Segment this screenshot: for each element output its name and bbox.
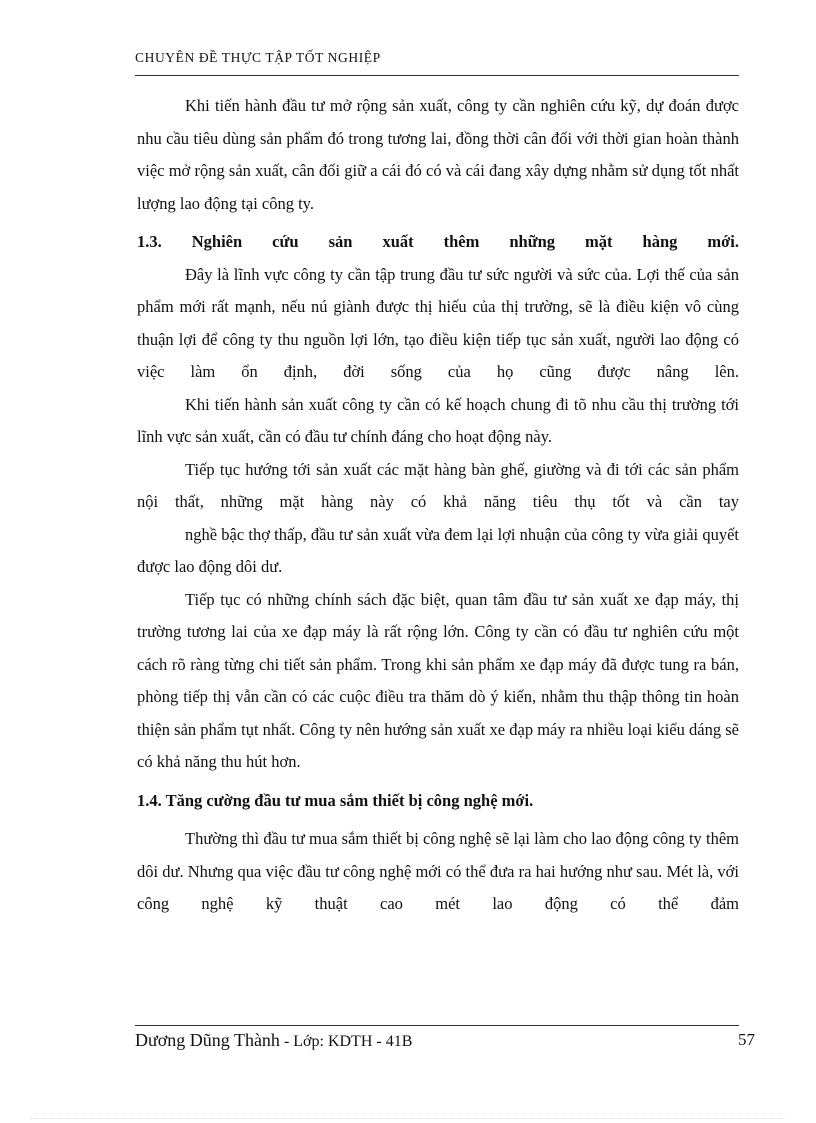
paragraph-furniture: Tiếp tục hướng tới sản xuất các mặt hàng bàn ghế, giường và đi tới các sản phẩm nội thất, những mặt hàng này có khả năng tiêu thụ tốt và cần tay: [137, 459, 739, 511]
footer-divider: [135, 1025, 739, 1026]
section-heading-1-3: 1.3. Nghiên cứu sản xuất thêm những mặt hàng mới.: [137, 232, 739, 251]
page-edge-dots: [30, 1118, 786, 1119]
section-heading-1-4: 1.4. Tăng cường đầu tư mua sắm thiết bị công nghệ mới.: [137, 790, 534, 810]
paragraph-expansion: Khi tiến hành đầu tư mở rộng sản xuất, công ty cần nghiên cứu kỹ, dự đoán được nhu cầu tiêu dùng sản phẩm đó trong tương lai, đồng thời cân đối với thời gian hoàn thành việc mở rộng sản xuất, cân đối giữ a cái đó có và cái đang xây dựng nhằm sử dụng tốt nhất lượng lao động tại công ty.: [137, 96, 739, 213]
paragraph-motorbikes: Tiếp tục có những chính sách đặc biệt, quan tâm đầu tư sản xuất xe đạp máy, thị trường tương lai của xe đạp máy là rất rộng lớn. Công ty cần có đầu tư nghiên cứu một cách rõ ràng từng chi tiết sản phẩm. Trong khi sản phẩm xe đạp máy đã được tung ra bán, phòng tiếp thị vẫn cần có các cuộc điều tra thăm dò ý kiến, nhằm thu thập thông tin hoàn thiện sản phẩm tụt nhất. Công ty nên hướng sản xuất xe đạp máy ra nhiều loại kiểu dáng sẽ có khả năng thu hút hơn.: [137, 589, 739, 771]
page-number: 57: [738, 1030, 755, 1049]
running-header: CHUYÊN ĐỀ THỰC TẬP TỐT NGHIỆP: [135, 50, 381, 65]
page-body: [137, 90, 739, 921]
paragraph-production-plan: Khi tiến hành sản xuất công ty cần có kế hoạch chung đi tõ nhu cầu thị trường tới lĩnh vực sản xuất, cần có đầu tư chính đáng cho hoạt động này.: [137, 394, 739, 446]
paragraph-technology: Thường thì đầu tư mua sắm thiết bị công nghệ sẽ lại làm cho lao động công ty thêm dôi dư. Nhưng qua việc đầu tư công nghệ mới có thể đưa ra hai hướng như sau. Mét là, với công nghệ kỹ thuật cao mét lao động có thể đảm: [137, 829, 739, 913]
footer-class: - Lớp: KDTH - 41B: [279, 1033, 413, 1050]
footer-author: Dương Dũng Thành: [135, 1030, 280, 1050]
paragraph-new-products: Đây là lĩnh vực công ty cần tập trung đầu tư sức người và sức của. Lợi thế của sản phẩm mới rất mạnh, nếu nú giành được thị hiếu của thị trường, sẽ là điều kiện vô cùng thuận lợi để công ty thu nguồn lợi lớn, tạo điều kiện tiếp tục sản xuất, người lao động có việc làm ổn định, đời sống của họ cũng được nâng lên.: [137, 264, 739, 381]
header-divider: [135, 75, 739, 76]
page-footer: [135, 1030, 755, 1051]
paragraph-furniture-cont: nghề bậc thợ thấp, đầu tư sản xuất vừa đem lại lợi nhuận của công ty vừa giải quyết được lao động dôi dư.: [137, 524, 739, 576]
